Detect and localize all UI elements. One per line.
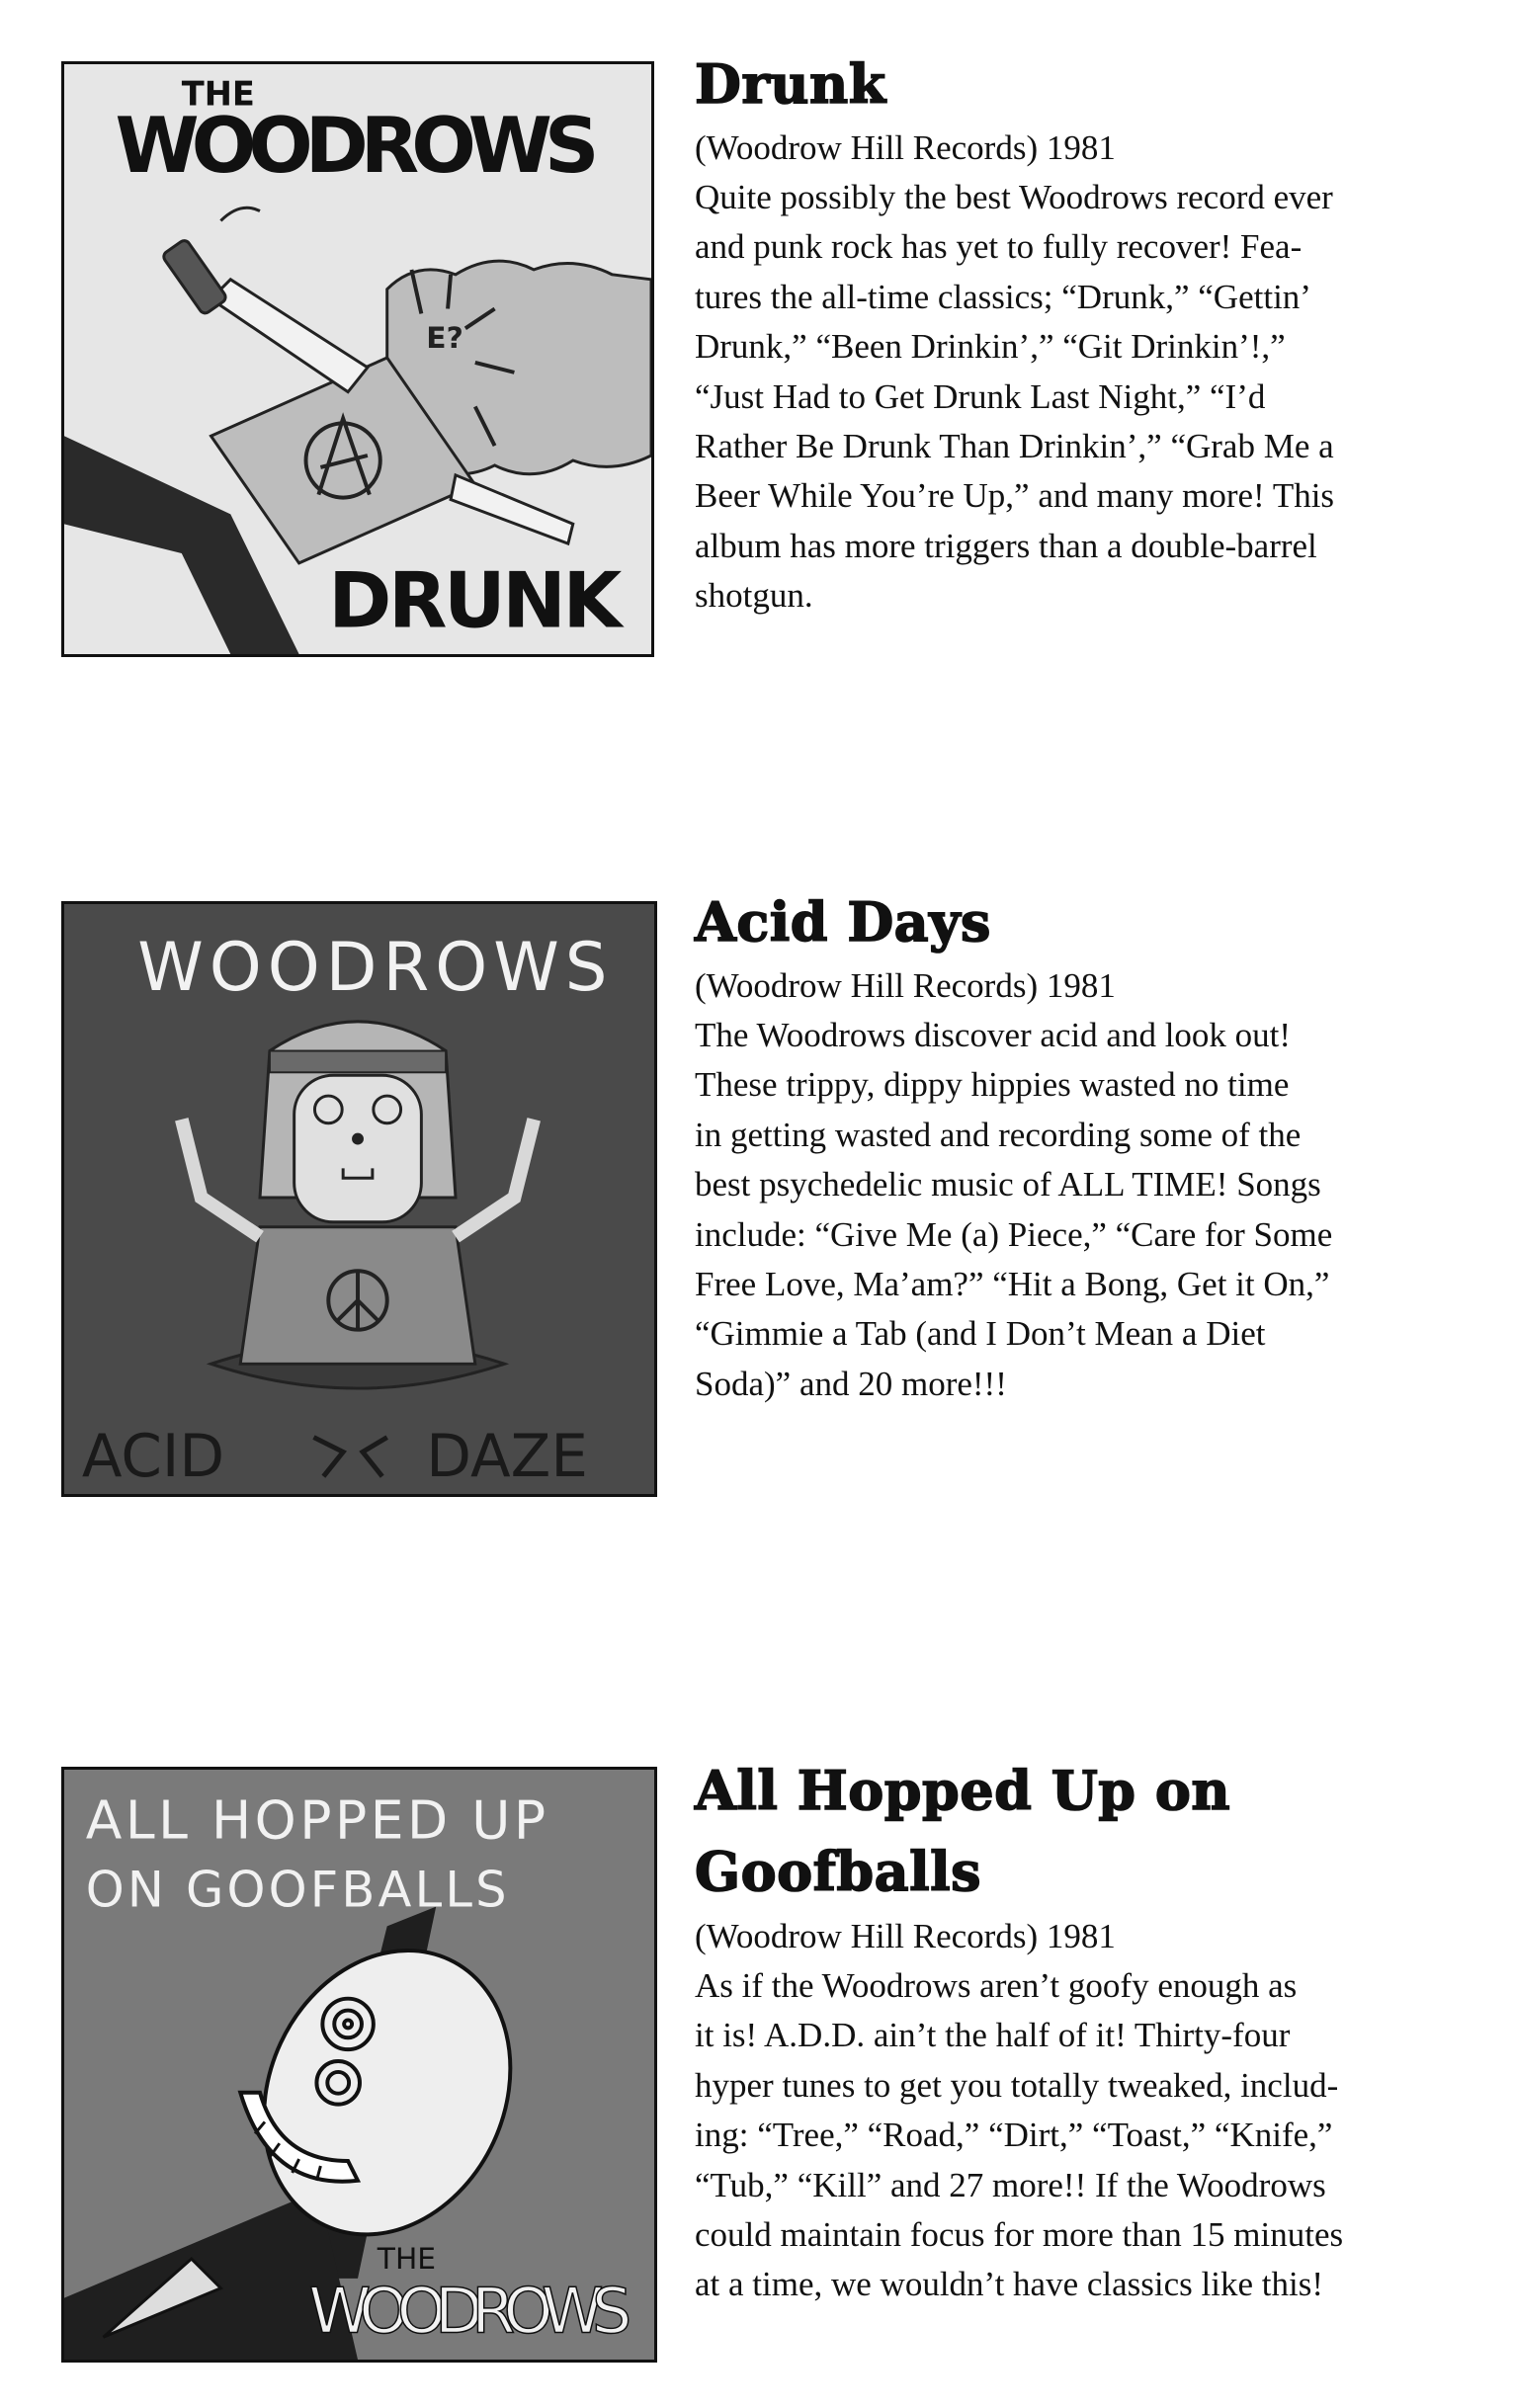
description-line: include: “Give Me (a) Piece,” “Care for Some [695,1214,1333,1254]
description-line: it is! A.D.D. ain’t the half of it! Thirty-four [695,2016,1291,2055]
description-line: “Tub,” “Kill” and 27 more!! If the Woodrows [695,2165,1326,2204]
record-label: (Woodrow Hill Records) 1981 [695,1917,1116,1955]
description-line: Soda)” and 20 more!!! [695,1364,1007,1403]
cover-art-goofballs-svg [64,1770,654,2360]
cover-the-text: THE [181,74,255,114]
album-title: Acid Days [695,890,991,954]
cover-art-acid-days-svg [64,904,654,1494]
description-line: As if the Woodrows aren’t goofy enough as [695,1966,1298,2005]
description-line: could maintain focus for more than 15 minutes [695,2215,1344,2255]
cover-left-text: ACID [81,1423,225,1492]
description-line: at a time, we wouldn’t have classics like this! [695,2265,1323,2304]
cover-art-drunk-svg [64,64,651,654]
cover-right-text: DAZE [426,1423,588,1492]
description-line: “Just Had to Get Drunk Last Night,” “I’d [695,376,1266,416]
description-line: Rather Be Drunk Than Drinkin’,” “Grab Me a [695,427,1334,466]
album-cover-goofballs [61,1767,657,2363]
album-description [695,1011,1475,1409]
description-line: “Gimmie a Tab (and I Don’t Mean a Diet [695,1314,1266,1354]
description-line: hyper tunes to get you totally tweaked, includ- [695,2065,1339,2105]
cover-scrawl: E? [426,321,463,357]
description-line: Drunk,” “Been Drinkin’,” “Git Drinkin’!,” [695,327,1286,367]
description-line: tures the all-time classics; “Drunk,” “Gettin’ [695,277,1311,316]
album-title-line: Goofballs [695,1840,982,1903]
album-title: Drunk [695,52,886,116]
record-label: (Woodrow Hill Records) 1981 [695,128,1116,167]
cover-line1-text: ALL HOPPED UP [85,1788,546,1852]
description-line: The Woodrows discover acid and look out! [695,1016,1292,1054]
description-line: Beer While You’re Up,” and many more! This [695,476,1335,516]
album-description [695,1961,1475,2310]
description-line: Free Love, Ma’am?” “Hit a Bong, Get it On,” [695,1265,1330,1304]
description-line: best psychedelic music of ALL TIME! Songs [695,1165,1321,1204]
description-line: shotgun. [695,576,813,616]
cover-band-text: WOODROWS [308,2274,632,2348]
album-description [695,173,1475,622]
record-label: (Woodrow Hill Records) 1981 [695,966,1116,1005]
cover-band-text: WOODROWS [137,929,608,1007]
description-line: Quite possibly the best Woodrows record ever [695,178,1333,216]
description-line: in getting wasted and recording some of the [695,1115,1302,1154]
description-line: These trippy, dippy hippies wasted no time [695,1065,1290,1105]
description-line: and punk rock has yet to fully recover! Fea- [695,227,1303,267]
description-line: album has more triggers than a double-barrel [695,526,1317,565]
cover-band-text: WOODROWS [115,101,600,191]
cover-line2-text: ON GOOFBALLS [85,1861,507,1919]
album-cover-acid-days [61,901,657,1497]
album-title [695,1750,1475,1912]
cover-the-text: THE [377,2241,437,2277]
cover-album-text: DRUNK [328,556,623,646]
description-line: ing: “Tree,” “Road,” “Dirt,” “Toast,” “Knife,” [695,2116,1333,2155]
album-title-line: All Hopped Up on [695,1759,1231,1822]
album-cover-drunk [61,61,654,657]
